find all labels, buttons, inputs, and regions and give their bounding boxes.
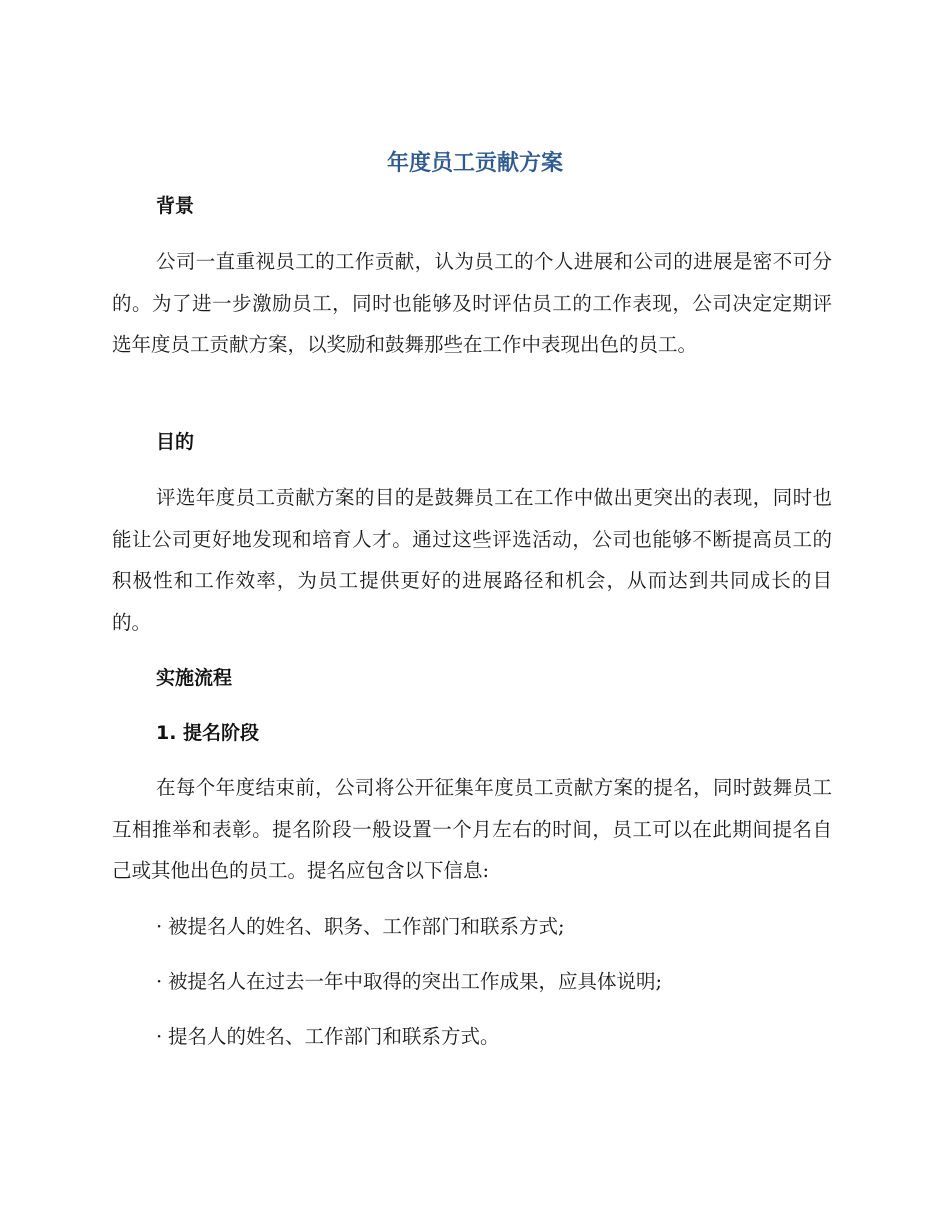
list-item-text: 提名人的姓名、工作部门和联系方式。 — [168, 1025, 500, 1048]
background-paragraph: 公司一直重视员工的工作贡献，认为员工的个人进展和公司的进展是密不可分的。为了进一步激励员工，同时也能够及时评估员工的工作表现，公司决定定期评选年度员工贡献方案，以奖励和鼓舞那些在工作中表现出色的员工。 — [112, 250, 832, 356]
list-item — [156, 967, 662, 997]
step1-paragraph: 在每个年度结束前，公司将公开征集年度员工贡献方案的提名，同时鼓舞员工互相推举和表彰。提名阶段一般设置一个月左右的时间，员工可以在此期间提名自己或其他出色的员工。提名应包含以下信息: — [112, 776, 832, 882]
list-item — [156, 1022, 500, 1052]
purpose-paragraph: 评选年度员工贡献方案的目的是鼓舞员工在工作中做出更突出的表现，同时也能让公司更好地发现和培育人才。通过这些评选活动，公司也能够不断提高员工的积极性和工作效率，为员工提供更好的进展路径和机会，从而达到共同成长的目的。 — [112, 486, 832, 634]
section-heading-background: 背景 — [156, 195, 195, 217]
list-item-text: 被提名人在过去一年中取得的突出工作成果，应具体说明; — [168, 970, 663, 993]
section-heading-process: 实施流程 — [156, 667, 233, 689]
bullet-dot: · — [156, 970, 163, 993]
list-item-text: 被提名人的姓名、职务、工作部门和联系方式; — [168, 915, 565, 938]
step1-heading: 1. 提名阶段 — [156, 722, 260, 744]
list-item — [156, 912, 565, 942]
section-heading-purpose: 目的 — [156, 431, 195, 453]
bullet-dot: · — [156, 915, 163, 938]
document-title: 年度员工贡献方案 — [386, 151, 563, 176]
bullet-dot: · — [156, 1025, 163, 1048]
